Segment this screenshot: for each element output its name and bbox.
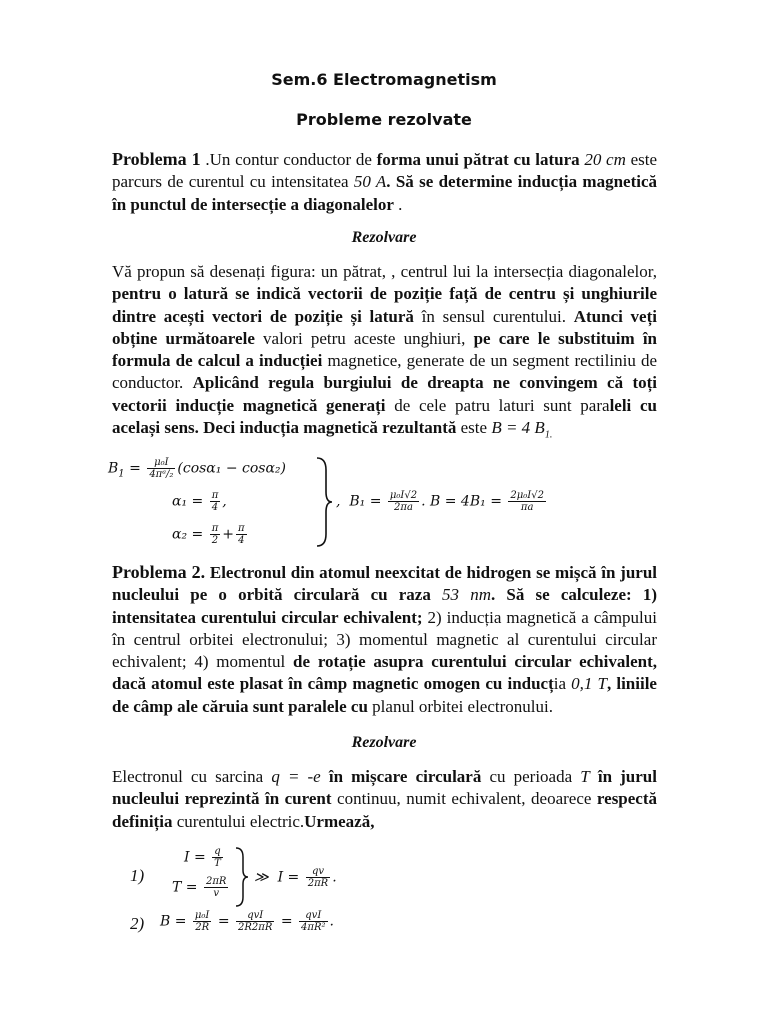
solution-1-span: pentru o latură se indică vectorii de poziție față de centru și unghiurile dintre acești vectori de poziție și latură (112, 284, 657, 326)
solution-1-span: Aplicând regula burgiului de dreapta ne convingem că toți vectorii inducție magnetică generați (112, 373, 657, 415)
solution-1-span: de cele patru laturi sunt para (385, 395, 610, 415)
problem-2-text: planul orbitei electronului. (367, 696, 553, 716)
page-title: Sem.6 Electromagnetism (271, 70, 497, 89)
problem-2-text: . Să se calculeze: 1) intensitatea curentului circular echivalent; (112, 585, 657, 627)
problem-1-text: este parcurs de curentul cu intensitatea (112, 150, 658, 192)
period-symbol: T (580, 767, 590, 786)
equation-period: T = $\frac{2\pi R}{v}$ (172, 876, 227, 899)
solution-1-span: în sensul curentului. (413, 306, 574, 326)
problem-1-text: forma unui pătrat cu latura (376, 150, 580, 169)
equation-current: I = $\frac{q}{T}$ (184, 846, 221, 869)
problem-2-text: Electronul din atomul neexcitat de hidrogen se mișcă în jurul nucleului pe o orbită circulară cu raza (112, 563, 658, 605)
solution-1-result: B = 4 B (491, 418, 545, 438)
problem-2-statement (112, 561, 657, 718)
solution-1-span: valori petru aceste unghiuri, (254, 328, 474, 348)
equation-number-1: 1) (130, 866, 145, 885)
solution-1-heading: Rezolvare (351, 229, 417, 246)
equation-b-center: B = $\frac{\text{μ₀I}}{2R}$ = $\frac{\text{qvI}}{2R2\pi R}$ = $\frac{\text{qvI}}{\text{4πR²}}$ . (160, 910, 334, 933)
problem-1-text: . Să se determine inducția magnetică în punctul de intersecție a diagonalelor (112, 172, 658, 214)
equation-alpha2: α₂ = $\frac{\pi}{2}$ + $\frac{\pi}{4}$ (172, 523, 245, 546)
solution-1-span: Atunci veți obține următoarele (112, 306, 657, 348)
equation-b1: $B_1$ = $\frac{\text{μ₀I}}{\text{4πᵃ/₂}}$ (cosα₁ − cosα₂) (108, 457, 286, 480)
problem-1-label: Problema 1 (112, 149, 201, 169)
solution-2-text: Electronul cu sarcina q = -e în mișcare circulară cu perioada T în jurul nucleului reprezintă în curent continuu, numit echivalent, deoarece respectă definiția curentului electric.Urmează, (112, 767, 658, 831)
problem-2-text: 2) inducția magnetică a câmpului în centrul orbitei electronului; 3) momentul magnetic al curentului circular echivalent; 4) momentul (112, 607, 658, 672)
solution-1-span: pe care le substituim în formula de calcul a inducției (112, 328, 657, 371)
problem-2-label: Problema 2. (112, 562, 206, 582)
charge-expression: q = -e (271, 767, 321, 786)
equation-results: , B₁ = $\frac{\text{μ₀I√2}}{2\pi a}$ . B = 4B₁ = $\frac{\text{2μ₀I√2}}{\pi a}$ (336, 490, 544, 513)
problem-2-radius: 53 nm (442, 585, 491, 605)
solution-1-span: Vă propun să desenați figura: un pătrat, , centrul lui la intersecția diagonalelor, (112, 262, 657, 281)
right-brace-icon (234, 846, 250, 908)
page-subtitle: Probleme rezolvate (296, 110, 472, 129)
solution-1-text (112, 261, 657, 447)
problem-1-text: . (393, 194, 403, 214)
problem-2-text: de rotație asupra curentului circular echivalent, dacă atomul este plasat în câmp magnetic omogen cu inducț (112, 652, 657, 694)
solution-1-span: magnetice, generate de un segment rectiliniu de conductor. (112, 351, 657, 393)
solution-1-result-sub: 1. (544, 429, 553, 441)
right-brace-icon (314, 456, 334, 548)
solution-1-span: leli cu același sens. Deci inducția magnetică rezultantă (112, 395, 657, 438)
solution-2-heading: Rezolvare (351, 734, 417, 751)
solution-1-span: este (456, 418, 492, 438)
problem-2-text: , liniile de câmp ale căruia sunt paralele cu (112, 674, 657, 716)
equation-number-2: 2) (130, 914, 145, 933)
problem-1-statement (112, 148, 657, 216)
problem-1-side-value: 20 cm (579, 150, 631, 169)
problem-1-text: .Un contur conductor de (200, 150, 377, 169)
equation-alpha1: α₁ = $\frac{\pi}{4}$ , (172, 490, 227, 513)
problem-2-text: ia (553, 674, 572, 694)
problem-2-induction-value: 0,1 T (571, 674, 607, 694)
problem-1-current-value: 50 A (353, 172, 387, 192)
equation-current-result: ≫ I = $\frac{qv}{2\pi R}$ . (254, 866, 337, 889)
